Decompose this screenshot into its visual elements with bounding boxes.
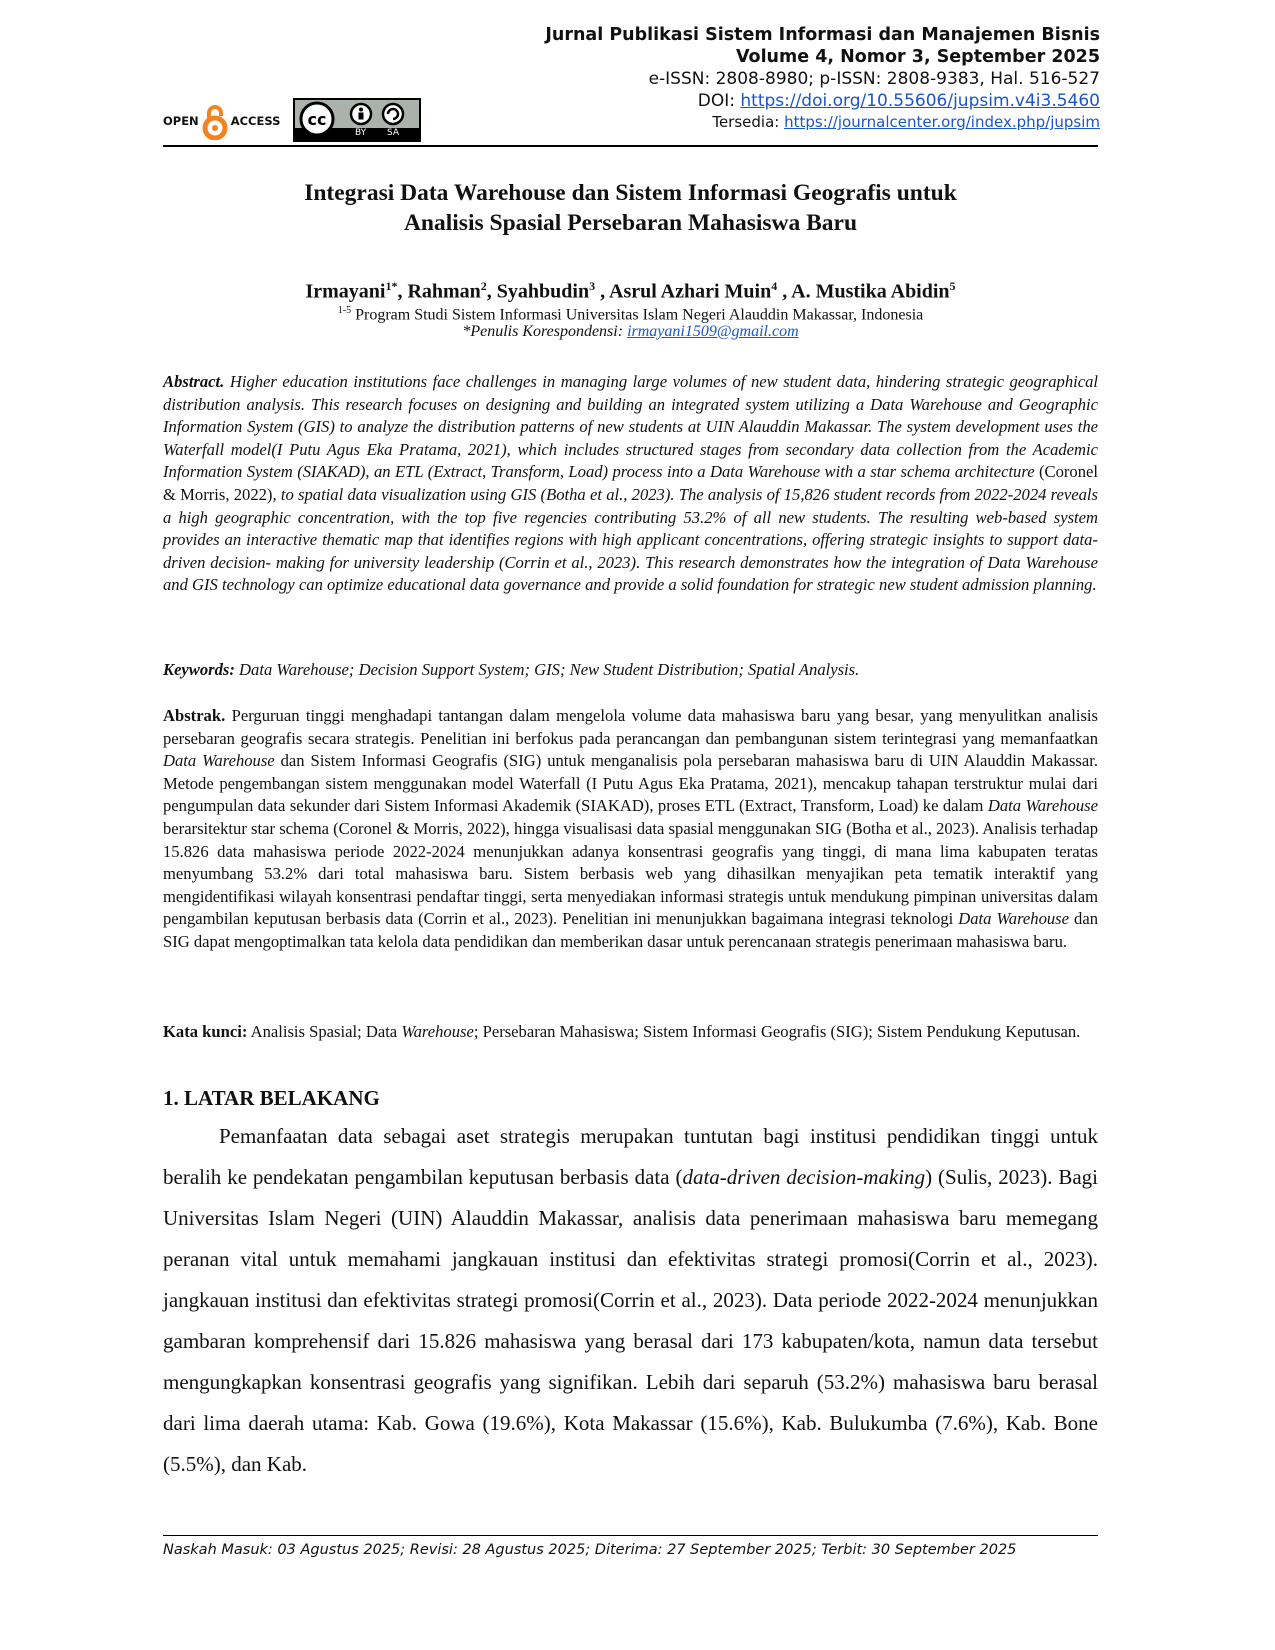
doi-link[interactable]: https://doi.org/10.55606/jupsim.v4i3.5460 [740, 91, 1100, 111]
abstract-en [163, 371, 1098, 597]
footer-dates: Naskah Masuk: 03 Agustus 2025; Revisi: 28 Agustus 2025; Diterima: 27 September 2025; Terbit: 30 September 2025 [163, 1542, 1017, 1558]
section-body-italic: data-driven decision-making [682, 1165, 926, 1189]
keywords-id [163, 1021, 1098, 1044]
journal-doi [545, 90, 1100, 112]
affiliation-sup: 1-5 [337, 305, 352, 316]
author-name: Syahbudin [496, 280, 590, 303]
license-by-text: BY [355, 128, 367, 138]
keywords-id-italic: Warehouse [401, 1022, 474, 1041]
affiliation-text: Program Studi Sistem Informasi Universitas Islam Negeri Alauddin Makassar, Indonesia [351, 306, 924, 324]
abstract-en-text-2: , to spatial data visualization using GIS (Botha et al., 2023). The analysis of 15,826 student records from 2022-2024 reveals a high geographic concentration, with the top five regencies contributing 53.2% of all new students. The resulting web-based system provides an interactive thematic map that identifies regions with high applicant concentrations, offering strategic insights to support data-driven decision- making for university leadership (Corrin et al., 2023). This research demonstrates how the integration of Data Warehouse and GIS technology can optimize educational data governance and provide a solid foundation for strategic new student admission planning. [163, 484, 1098, 595]
abstract-id-text: berarsitektur star schema (Coronel & Morris, 2022), hingga visualisasi data spasial menggunakan SIG (Botha et al., 2023). Analisis terhadap 15.826 data mahasiswa periode 2022-2024 menunjukkan adanya konsentrasi geografis yang tinggi, di mana lima kabupaten teratas menyumbang 53.2% dari total mahasiswa baru. Sistem berbasis web yang dihasilkan menyajikan peta tematik interaktif yang mengidentifikasi wilayah konsentrasi pendaftar tinggi, serta menyediakan informasi strategis untuk mendukung pimpinan universitas dalam pengambilan keputusan berbasis data (Corrin et al., 2023). Penelitian ini menunjukkan bagaimana integrasi teknologi [163, 818, 1098, 929]
author-name: Rahman [407, 280, 481, 303]
doi-label: DOI: [697, 91, 741, 111]
correspondence-email-link[interactable]: irmayani1509@gmail.com [627, 323, 799, 340]
journal-issn-pages: e-ISSN: 2808-8980; p-ISSN: 2808-9383, Hal. 516-527 [648, 69, 1100, 89]
keywords-en-label: Keywords: [163, 660, 235, 679]
section-body [163, 1116, 1098, 1485]
author-sup: 1* [385, 279, 398, 293]
cc-by-sa-badge [293, 98, 421, 142]
keywords-en [163, 659, 1098, 682]
abstract-en-text-1: Higher education institutions face challenges in managing large volumes of new student data, hindering strategic geographical distribution analysis. This research focuses on designing and building an integrated system utilizing a Data Warehouse and Geographic Information System (GIS) to analyze the distribution patterns of new students at UIN Alauddin Makassar. The system development uses the Waterfall model(I Putu Agus Eka Pratama, 2021), which includes structured stages from secondary data collection from the Academic Information System (SIAKAD), an ETL (Extract, Transform, Load) process into a Data Warehouse with a star schema architecture [163, 372, 1098, 482]
author-name: A. Mustika Abidin [791, 280, 950, 303]
open-access-lock-icon [202, 104, 228, 138]
abstract-id-label: Abstrak. [163, 706, 226, 725]
available-label: Tersedia: [712, 113, 785, 131]
header-rule [163, 145, 1098, 147]
abstract-id-italic: Data Warehouse [958, 909, 1069, 929]
abstract-en-citation: (Coronel & Morris, 2022) [163, 462, 1098, 504]
open-access-left-text: OPEN [163, 114, 199, 128]
author-list: Irmayani$^{1*}$, Rahman$^2$, Syahbudin$^3$ , Asrul Azhari Muin$^4$ , A. Mustika Abidin$^5$ [305, 279, 956, 303]
keywords-id-text: Analisis Spasial; Data [247, 1022, 402, 1041]
abstract-id [163, 705, 1098, 954]
author-sup: 5 [949, 279, 956, 293]
journal-header [545, 24, 1100, 132]
svg-text:cc: cc [307, 110, 327, 129]
keywords-id-text: ; Persebaran Mahasiswa; Sistem Informasi Geografis (SIG); Sistem Pendukung Keputusan. [473, 1022, 1081, 1041]
author-name: Asrul Azhari Muin [609, 280, 772, 303]
footer-rule [163, 1535, 1098, 1536]
journal-volume: Volume 4, Nomor 3, September 2025 [735, 47, 1100, 67]
abstract-id-italic: Data Warehouse [987, 796, 1098, 816]
paper-title [163, 178, 1098, 238]
correspondence-label: *Penulis Korespondensi: [462, 323, 628, 340]
abstract-id-italic: Data Warehouse [163, 751, 275, 771]
open-access-logo [163, 104, 280, 138]
abstract-id-text: dan Sistem Informasi Geografis (SIG) untuk menganalisis pola persebaran mahasiswa baru di UIN Alauddin Makassar. Metode pengembangan sistem menggunakan model Waterfall (I Putu Agus Eka Pratama, 2021), mencakup tahapan terstruktur mulai dari pengumpulan data sekunder dari Sistem Informasi Akademik (SIAKAD), proses ETL (Extract, Transform, Load) ke dalam [163, 751, 1098, 816]
abstract-id-text: Perguruan tinggi menghadapi tantangan dalam mengelola volume data mahasiswa baru yang besar, yang menyulitkan analisis persebaran geografis secara strategis. Penelitian ini berfokus pada perancangan dan pembangunan sistem terintegrasi yang memanfaatkan [163, 706, 1098, 748]
paper-title-line1: Integrasi Data Warehouse dan Sistem Informasi Geografis untuk [304, 180, 957, 206]
available-link[interactable]: https://journalcenter.org/index.php/jupsim [784, 113, 1100, 131]
open-access-right-text: ACCESS [230, 114, 281, 128]
author-sup: 3 [589, 279, 596, 293]
correspondence [163, 322, 1098, 342]
keywords-id-label: Kata kunci: [163, 1022, 248, 1041]
keywords-en-text: Data Warehouse; Decision Support System; GIS; New Student Distribution; Spatial Analysis. [234, 660, 860, 679]
abstract-id-text: dan SIG dapat mengoptimalkan tata kelola data pendidikan dan memberikan dasar untuk perencanaan strategis penerimaan mahasiswa baru. [163, 909, 1098, 951]
author-name: Irmayani [305, 280, 386, 303]
journal-name: Jurnal Publikasi Sistem Informasi dan Manajemen Bisnis [545, 25, 1100, 45]
paper-title-line2: Analisis Spasial Persebaran Mahasiswa Baru [403, 210, 858, 236]
license-sa-text: SA [387, 128, 400, 138]
section-body-text: ) (Sulis, 2023). Bagi Universitas Islam Negeri (UIN) Alauddin Makassar, analisis data penerimaan mahasiswa baru memegang peranan vital untuk memahami jangkauan institusi dan efektivitas strategi promosi(Corrin et al., 2023). jangkauan institusi dan efektivitas strategi promosi(Corrin et al., 2023). Data periode 2022-2024 menunjukkan gambaran komprehensif dari 15.826 mahasiswa yang berasal dari 173 kabupaten/kota, namun data tersebut mengungkapkan konsentrasi geografis yang signifikan. Lebih dari separuh (53.2%) mahasiswa baru berasal dari lima daerah utama: Kab. Gowa (19.6%), Kota Makassar (15.6%), Kab. Bulukumba (7.6%), Kab. Bone (5.5%), dan Kab. [163, 1165, 1099, 1476]
author-sup: 4 [771, 279, 778, 293]
journal-availability [545, 112, 1100, 132]
section-body-text: Pemanfaatan data sebagai aset strategis merupakan tuntutan bagi institusi pendidikan tinggi untuk beralih ke pendekatan pengambilan keputusan berbasis data ( [163, 1124, 1098, 1189]
section-heading: 1. LATAR BELAKANG [163, 1086, 380, 1110]
author-sup: 2 [480, 279, 487, 293]
abstract-en-label: Abstract. [163, 372, 225, 391]
